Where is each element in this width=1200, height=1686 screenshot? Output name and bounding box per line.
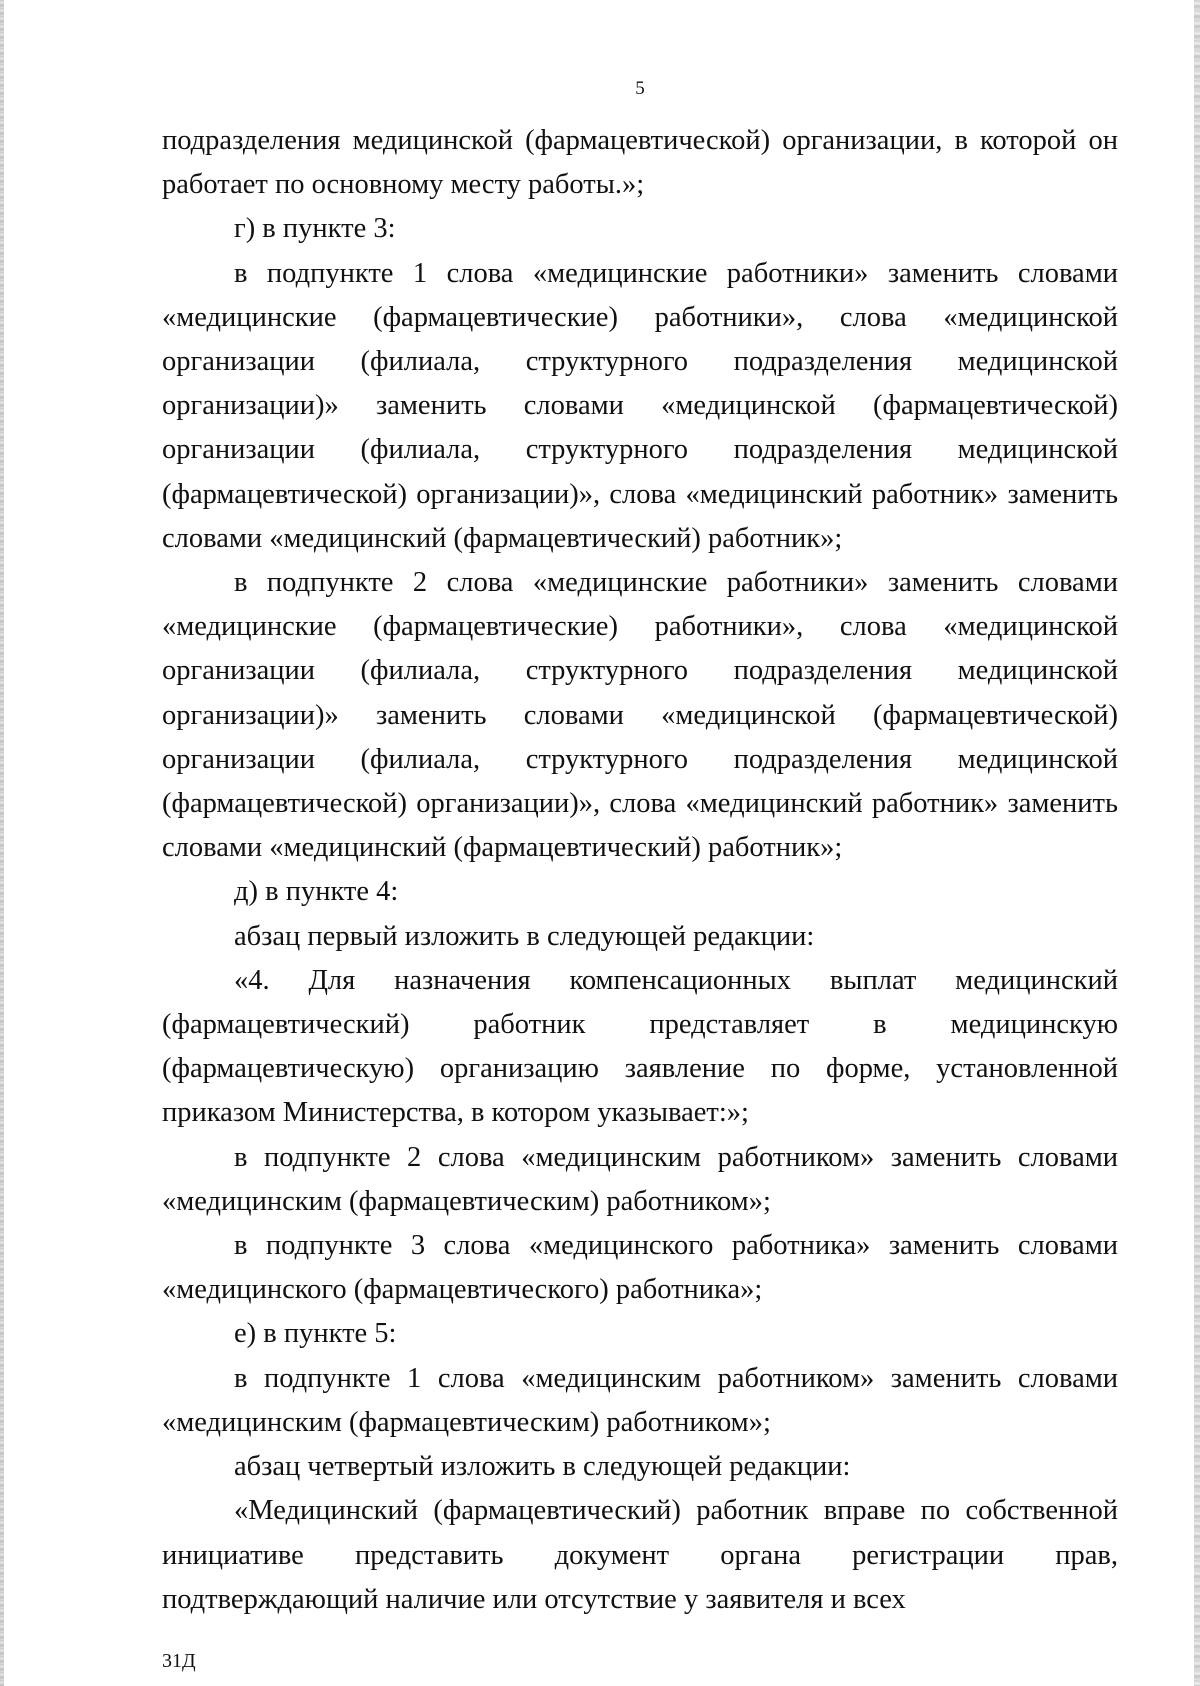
document-code: 31Д — [162, 1650, 196, 1672]
scan-edge-right — [1194, 0, 1200, 1686]
paragraph-item-g: г) в пункте 3: — [234, 213, 396, 245]
paragraph-subitem-2-point-4: в подпункте 2 слова «медицинским работником» заменить словами «медицинским (фармацевтическим) работником»; — [162, 1141, 1118, 1217]
paragraph-continuation: подразделения медицинской (фармацевтической) организации, в которой он работает по основному месту работы.»; — [162, 125, 1118, 201]
paragraph-quoted-point-4: «4. Для назначения компенсационных выплат медицинский (фармацевтический) работник представляет в медицинскую (фармацевтическую) организацию заявление по форме, установленной приказом Министерства, в котором указывает:»; — [162, 964, 1118, 1129]
page-number: 5 — [635, 78, 645, 99]
document-body — [162, 119, 1118, 1622]
scan-edge-left — [0, 0, 4, 1686]
paragraph-item-e: е) в пункте 5: — [234, 1318, 397, 1350]
paragraph-fourth-paragraph-edit: абзац четвертый изложить в следующей редакции: — [234, 1451, 851, 1483]
paragraph-subitem-1-point-5: в подпункте 1 слова «медицинским работником» заменить словами «медицинским (фармацевтическим) работником»; — [162, 1362, 1118, 1438]
paragraph-subitem-3-point-4: в подпункте 3 слова «медицинского работника» заменить словами «медицинского (фармацевтического) работника»; — [162, 1230, 1118, 1306]
paragraph-subitem-1: в подпункте 1 слова «медицинские работники» заменить словами «медицинские (фармацевтические) работники», слова «медицинской организации (филиала, структурного подразделения медицинской организации)» заменить словами «медицинской (фармацевтической) организации (филиала, структурного подразделения медицинской (фармацевтической) организации)», слова «медицинский работник» заменить словами «медицинский (фармацевтический) работник»; — [162, 257, 1118, 554]
paragraph-first-paragraph-edit: абзац первый изложить в следующей редакции: — [234, 920, 815, 952]
paragraph-quoted-worker-right: «Медицинский (фармацевтический) работник вправе по собственной инициативе представить документ органа регистрации прав, подтверждающий наличие или отсутствие у заявителя и всех — [162, 1495, 1118, 1615]
paragraph-subitem-2: в подпункте 2 слова «медицинские работники» заменить словами «медицинские (фармацевтические) работники», слова «медицинской организации (филиала, структурного подразделения медицинской организации)» заменить словами «медицинской (фармацевтической) организации (филиала, структурного подразделения медицинской (фармацевтической) организации)», слова «медицинский работник» заменить словами «медицинский (фармацевтический) работник»; — [162, 567, 1118, 864]
paragraph-item-d: д) в пункте 4: — [234, 876, 399, 908]
